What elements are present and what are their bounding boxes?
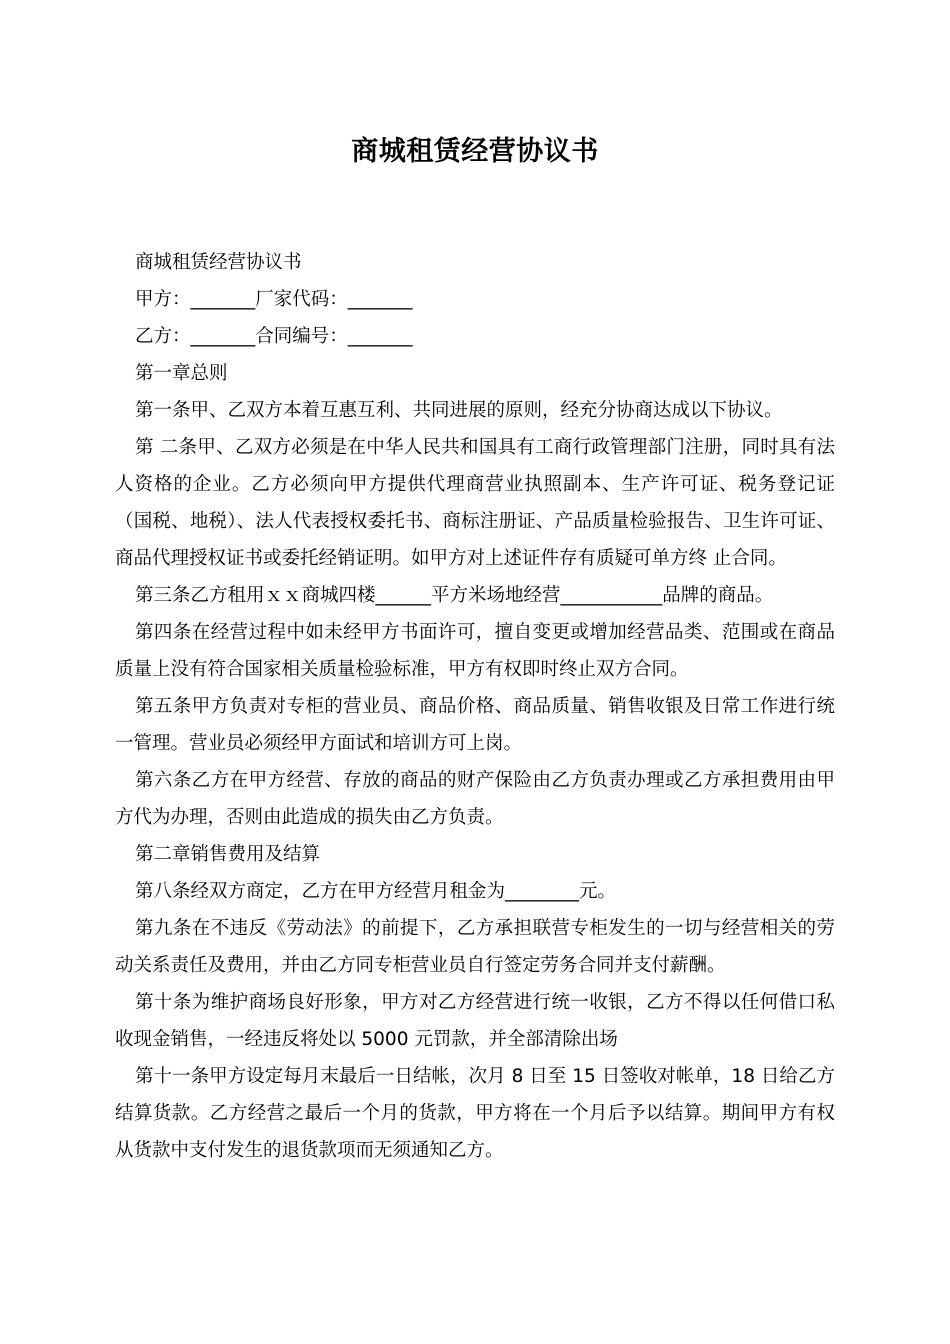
chapter-2-title: 第二章销售费用及结算 [135, 844, 321, 865]
article-11: 第十一条甲方设定每月末最后一日结帐，次月 8 日至 15 日签收对帐单，18 日给乙方结算货款。乙方经营之最后一个月的货款，甲方将在一个月后予以结算。期间甲方有权从货款中支付发生的退货款项而无须通知乙方。 [115, 1066, 835, 1161]
paragraph-heading: 商城租赁经营协议书 [135, 252, 302, 273]
paragraph-party-b: 乙方：_______合同编号：_______ [135, 326, 413, 347]
document-title: 商城租赁经营协议书 [351, 136, 599, 167]
article-3: 第三条乙方租用ｘｘ商城四楼______平方米场地经营___________品牌的商品。 [135, 585, 774, 606]
article-5: 第五条甲方负责对专柜的营业员、商品价格、商品质量、销售收银及日常工作进行统一管理。营业员必须经甲方面试和培训方可上岗。 [115, 696, 835, 754]
article-2: 第 二条甲、乙双方必须是在中华人民共和国具有工商行政管理部门注册，同时具有法人资格的企业。乙方必须向甲方提供代理商营业执照副本、生产许可证、税务登记证（国税、地税）、法人代表授权委托书、商标注册证、产品质量检验报告、卫生许可证、商品代理授权证书或委托经销证明。如甲方对上述证件存有质疑可单方终 止合同。 [115, 437, 835, 569]
article-9: 第九条在不违反《劳动法》的前提下，乙方承担联营专柜发生的一切与经营相关的劳动关系责任及费用，并由乙方同专柜营业员自行签定劳务合同并支付薪酬。 [115, 918, 835, 976]
document-body [115, 244, 835, 1169]
article-6: 第六条乙方在甲方经营、存放的商品的财产保险由乙方负责办理或乙方承担费用由甲方代为办理，否则由此造成的损失由乙方负责。 [115, 770, 835, 828]
article-10: 第十条为维护商场良好形象，甲方对乙方经营进行统一收银，乙方不得以任何借口私收现金销售，一经违反将处以 5000 元罚款，并全部清除出场 [115, 992, 835, 1050]
paragraph-party-a: 甲方：_______厂家代码：_______ [135, 289, 413, 310]
chapter-1-title: 第一章总则 [135, 363, 228, 384]
article-4: 第四条在经营过程中如未经甲方书面许可，擅自变更或增加经营品类、范围或在商品质量上没有符合国家相关质量检验标准，甲方有权即时终止双方合同。 [115, 622, 835, 680]
article-8: 第八条经双方商定，乙方在甲方经营月租金为________元。 [135, 881, 617, 902]
article-1: 第一条甲、乙双方本着互惠互利、共同进展的原则，经充分协商达成以下协议。 [135, 400, 783, 421]
